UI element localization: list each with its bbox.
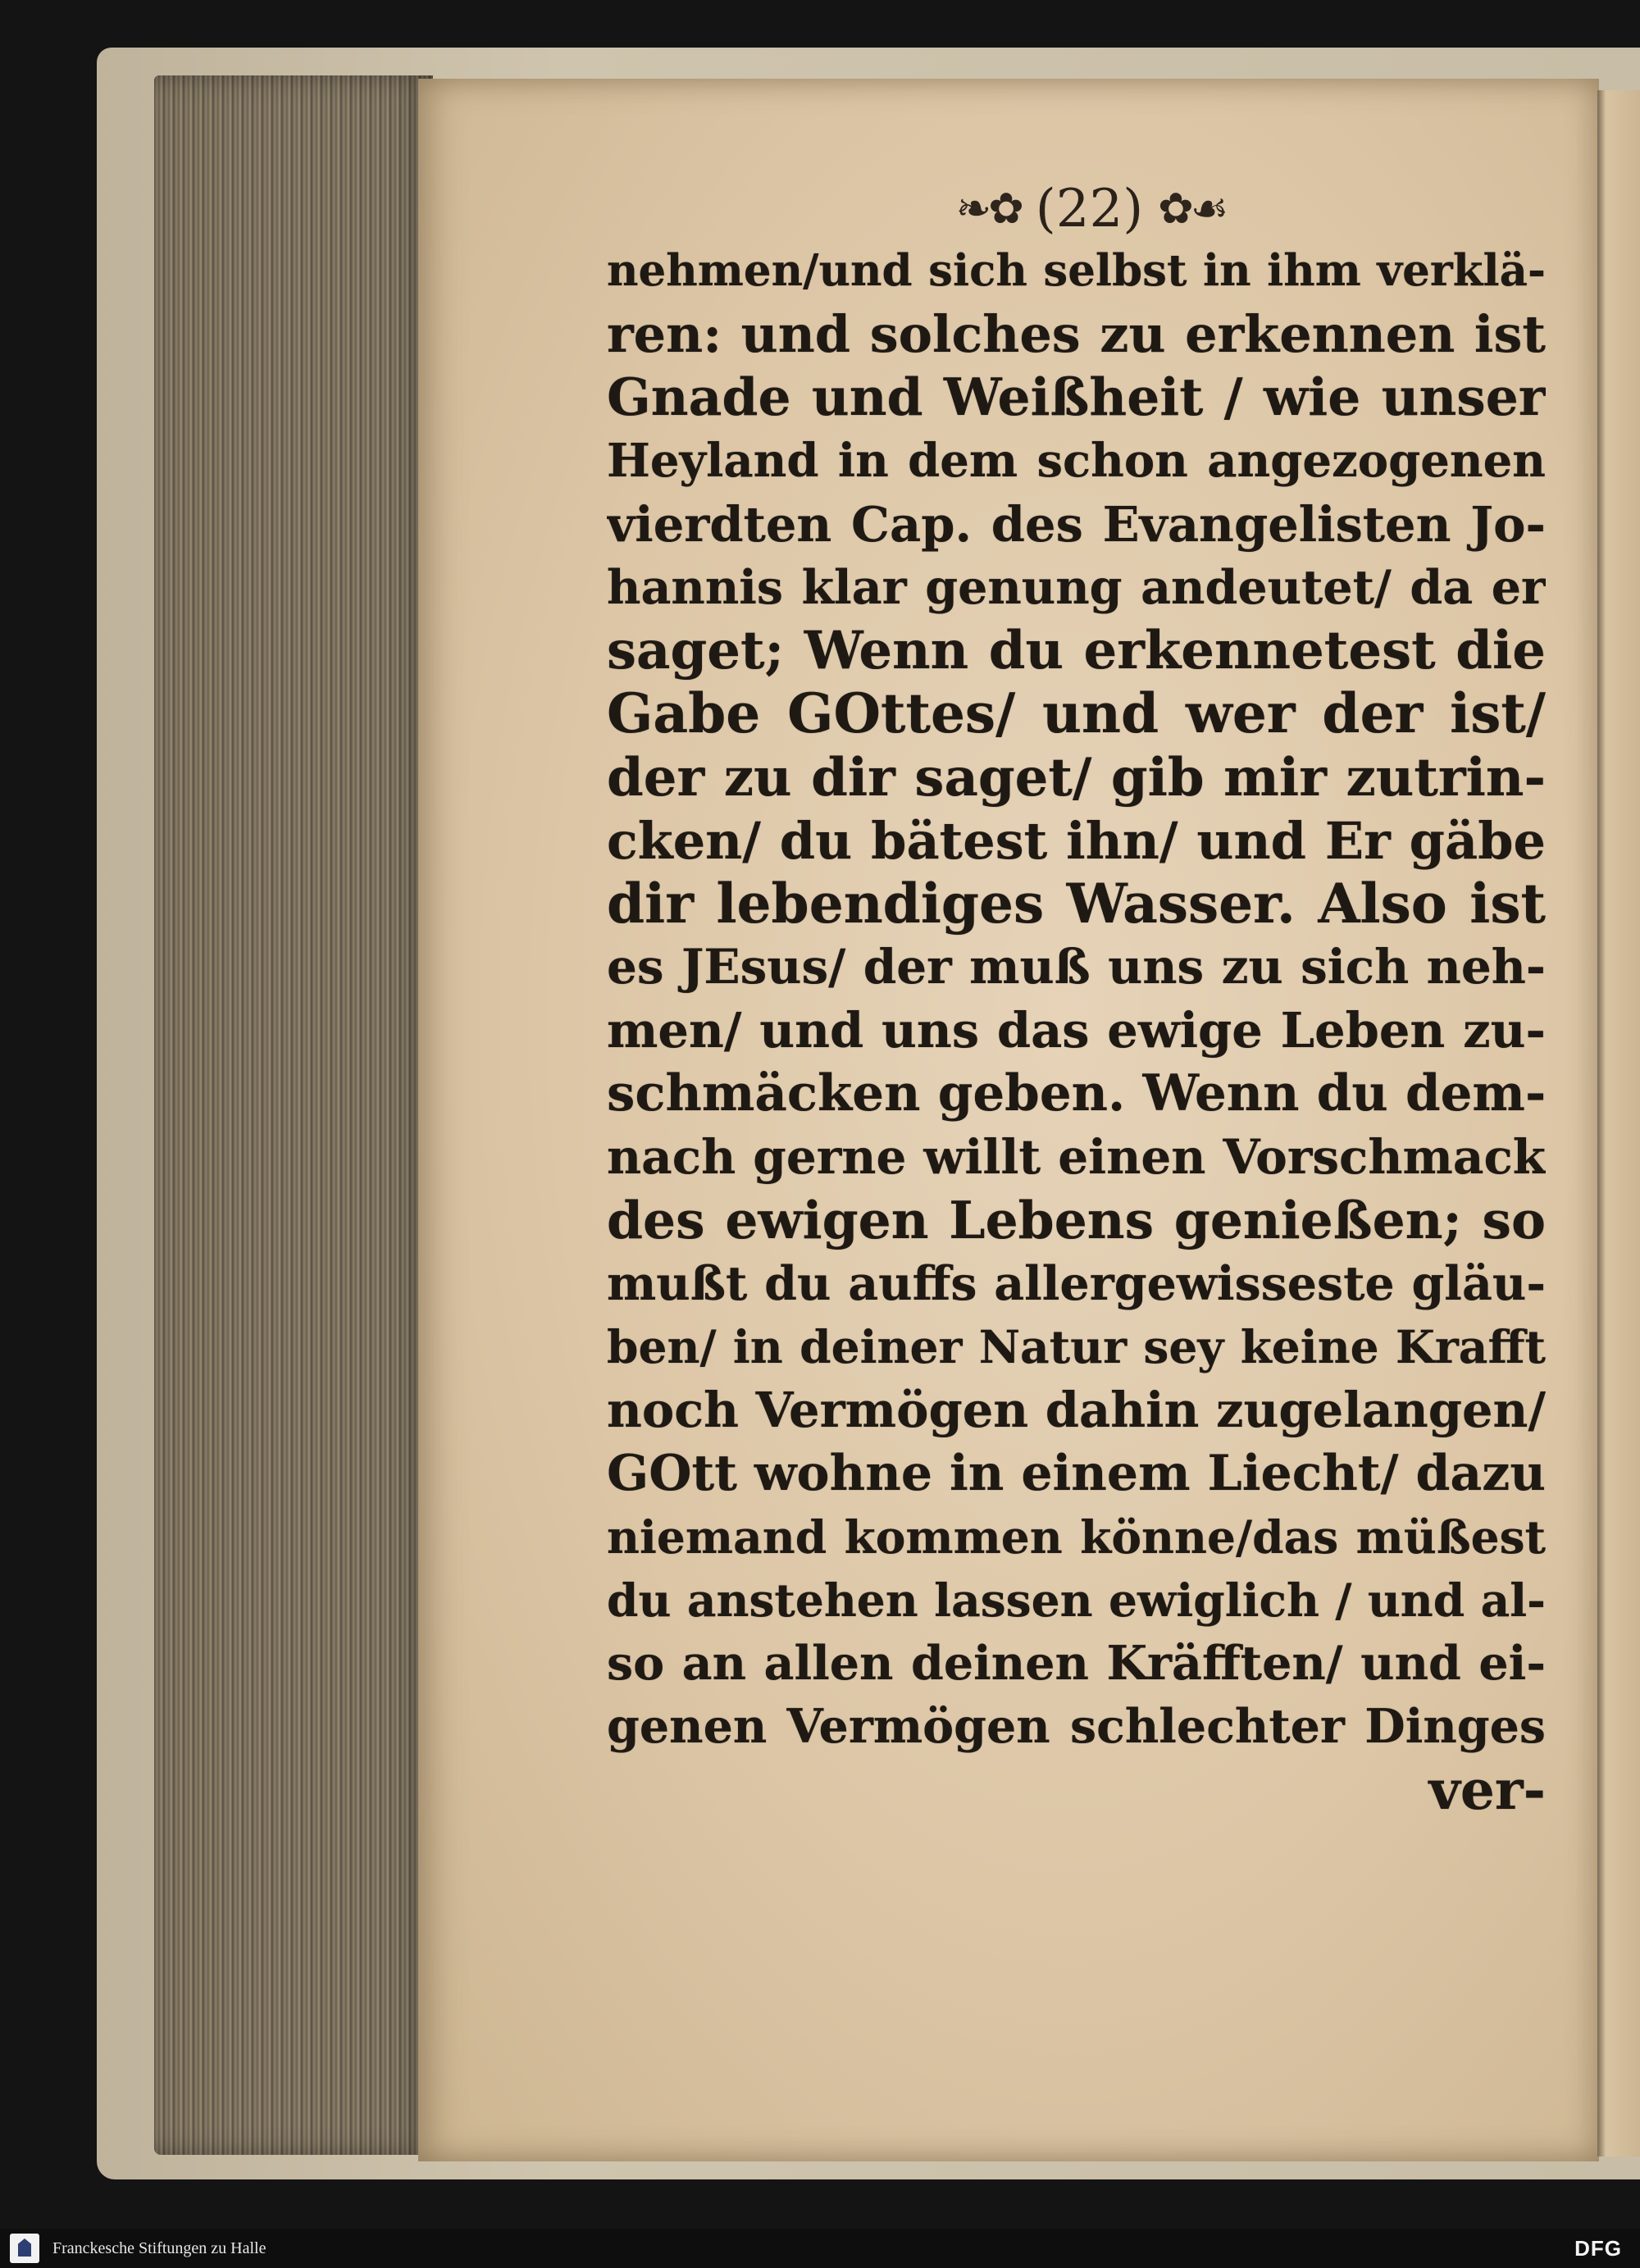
text-line: men/ und uns das ewige Leben zu- xyxy=(607,1002,1546,1059)
text-line: du anstehen lassen ewiglich / und al- xyxy=(607,1573,1546,1627)
page-text xyxy=(607,239,1546,1822)
text-line: Gabe GOttes/ und wer der ist/ xyxy=(607,682,1546,746)
text-line: cken/ du bätest ihn/ und Er gäbe xyxy=(607,810,1546,871)
text-line: GOtt wohne in einem Liecht/ dazu xyxy=(607,1444,1546,1502)
text-line: es JEsus/ der muß uns zu sich neh- xyxy=(607,939,1546,995)
text-line: so an allen deinen Kräfften/ und ei- xyxy=(607,1636,1546,1692)
institution-name: Franckesche Stiftungen zu Halle xyxy=(52,2238,266,2257)
institution-logo-icon xyxy=(10,2234,39,2263)
text-line: der zu dir saget/ gib mir zutrin- xyxy=(607,746,1546,808)
text-line: Gnade und Weißheit / wie unser xyxy=(607,367,1546,428)
text-line: ren: und solches zu erkennen ist xyxy=(607,304,1546,365)
text-line: noch Vermögen dahin zugelangen/ xyxy=(607,1382,1546,1439)
text-line: vierdten Cap. des Evangelisten Jo- xyxy=(607,495,1546,553)
page-edges xyxy=(154,75,433,2155)
text-line: niemand kommen könne/das müßest xyxy=(607,1510,1546,1564)
page-header xyxy=(877,179,1304,239)
text-line: hannis klar genung andeutet/ da er xyxy=(607,559,1546,615)
ornament-right-icon: ✿☙ xyxy=(1158,184,1226,234)
ornament-left-icon: ❧✿ xyxy=(955,184,1021,234)
text-line: nach gerne willt einen Vorschmack xyxy=(607,1128,1546,1185)
next-page-edge xyxy=(1597,90,1640,2156)
text-line: dir lebendiges Wasser. Also ist xyxy=(607,872,1546,936)
text-line: saget; Wenn du erkennetest die xyxy=(607,620,1546,682)
text-line: mußt du auffs allergewisseste gläu- xyxy=(607,1256,1546,1311)
text-line: Heyland in dem schon angezogenen xyxy=(607,433,1546,488)
text-line: des ewigen Lebens genießen; so xyxy=(607,1189,1546,1250)
text-line: ben/ in deiner Natur sey keine Krafft xyxy=(607,1320,1546,1374)
text-line: nehmen/und sich selbst in ihm verklä- xyxy=(607,245,1546,296)
viewer-footer xyxy=(0,2229,1640,2268)
text-line: schmäcken geben. Wenn du dem- xyxy=(607,1064,1546,1123)
text-line: genen Vermögen schlechter Dinges xyxy=(607,1699,1546,1755)
dfg-label: DFG xyxy=(1574,2235,1622,2261)
page-number: (22) xyxy=(1035,179,1144,239)
catchword: ver- xyxy=(1428,1758,1546,1822)
